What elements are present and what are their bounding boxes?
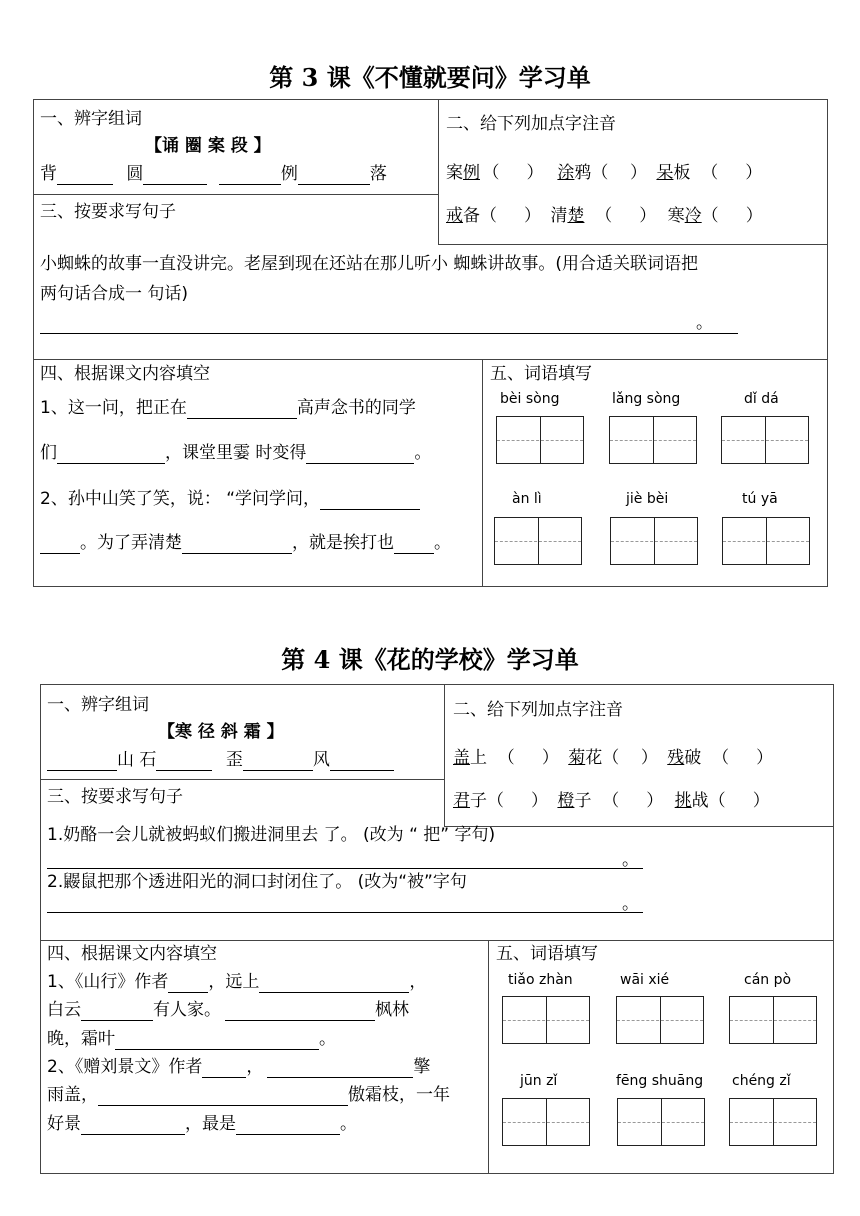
period: 。 (696, 313, 713, 333)
answer-line[interactable] (40, 333, 738, 334)
blank[interactable] (243, 752, 313, 771)
pinyin-label: fēng shuāng (616, 1073, 704, 1089)
l4-s2-title: 二、给下列加点字注音 (453, 700, 623, 720)
pinyin-label: tú yā (742, 491, 778, 507)
blank[interactable] (298, 166, 370, 185)
lesson4-title: 第 4 课《花的学校》学习单 (281, 645, 579, 674)
l4-s1-title: 一、辨字组词 (47, 695, 149, 715)
l4-s1-words: 山 石 歪 风 (47, 749, 394, 771)
writing-grid[interactable] (616, 996, 704, 1044)
writing-grid[interactable] (610, 517, 698, 565)
writing-grid[interactable] (502, 1098, 590, 1146)
blank[interactable] (81, 1002, 153, 1021)
writing-grid[interactable] (729, 996, 817, 1044)
l3-s1-title: 一、辨字组词 (40, 109, 142, 129)
blank[interactable] (219, 166, 281, 185)
writing-grid[interactable] (494, 517, 582, 565)
l3-s1-chars: 【诵 圈 案 段 】 (145, 136, 271, 156)
pinyin-label: wāi xié (620, 972, 670, 988)
blank[interactable] (267, 1059, 413, 1078)
pinyin-label: dǐ dá (744, 391, 779, 407)
writing-grid[interactable] (496, 416, 584, 464)
writing-grid[interactable] (722, 517, 810, 565)
blank[interactable] (225, 1002, 375, 1021)
l4-s5-title: 五、词语填写 (496, 944, 598, 964)
writing-grid[interactable] (502, 996, 590, 1044)
blank[interactable] (330, 752, 394, 771)
l4-s4-title: 四、根据课文内容填空 (47, 944, 217, 964)
answer-line[interactable] (47, 912, 643, 913)
writing-grid[interactable] (609, 416, 697, 464)
pinyin-label: cán pò (744, 972, 792, 988)
blank[interactable] (156, 752, 212, 771)
l4-s2-row1: 盖上 （ ） 菊花（ ） 残破 （ ） (453, 748, 774, 768)
period: 。 (622, 850, 639, 870)
blank[interactable] (187, 400, 297, 419)
l4-s2-row2: 君子（ ） 橙子 （ ） 挑战（ ） (453, 791, 770, 811)
blank[interactable] (259, 974, 409, 993)
blank[interactable] (143, 166, 207, 185)
lesson3-title: 第 3 课《不懂就要问》学习单 (269, 63, 591, 92)
blank[interactable] (306, 445, 414, 464)
l3-s1-words: 背 圆 例 落 (40, 164, 387, 184)
pinyin-label: chéng zǐ (732, 1073, 791, 1089)
blank[interactable] (115, 1031, 319, 1050)
l3-s2-row2: 戒备（ ） 清楚 （ ） 寒冷（ ） (446, 206, 763, 226)
blank[interactable] (57, 166, 113, 185)
l3-s3-line2: 两句话合成一 句话) (40, 284, 189, 304)
l3-s5-title: 五、词语填写 (490, 364, 592, 384)
pinyin-label: tiǎo zhàn (508, 972, 573, 988)
l3-s3-line1: 小蜘蛛的故事一直没讲完。老屋到现在还站在那儿听小 蜘蛛讲故事。(用合适关联词语把 (40, 254, 699, 274)
blank[interactable] (81, 1116, 185, 1135)
pinyin-label: àn lì (512, 491, 542, 507)
l3-s3-title: 三、按要求写句子 (40, 202, 176, 222)
blank[interactable] (320, 491, 420, 510)
l4-s3-q1: 1.奶酪一会儿就被蚂蚁们搬进洞里去 了。 (改为 “ 把” 字句) (47, 825, 496, 845)
blank[interactable] (202, 1059, 246, 1078)
blank[interactable] (57, 445, 165, 464)
blank[interactable] (168, 974, 208, 993)
writing-grid[interactable] (721, 416, 809, 464)
blank[interactable] (40, 535, 80, 554)
l4-s1-chars: 【寒 径 斜 霜 】 (158, 722, 284, 742)
pinyin-label: lǎng sòng (612, 391, 681, 407)
l4-s3-q2: 2.鼹鼠把那个透进阳光的洞口封闭住了。 (改为“被”字句 (47, 872, 467, 892)
blank[interactable] (47, 752, 117, 771)
pinyin-label: bèi sòng (500, 391, 560, 407)
answer-line[interactable] (47, 868, 643, 869)
pinyin-label: jūn zǐ (520, 1073, 558, 1089)
writing-grid[interactable] (617, 1098, 705, 1146)
period: 。 (622, 894, 639, 914)
blank[interactable] (98, 1087, 348, 1106)
writing-grid[interactable] (729, 1098, 817, 1146)
l4-s3-title: 三、按要求写句子 (47, 787, 183, 807)
blank[interactable] (182, 535, 292, 554)
blank[interactable] (394, 535, 434, 554)
blank[interactable] (236, 1116, 340, 1135)
pinyin-label: jiè bèi (626, 491, 669, 507)
l3-s2-title: 二、给下列加点字注音 (446, 114, 616, 134)
l3-s2-row1: 案例 （ ） 涂鸦（ ） 呆板 （ ） (446, 163, 763, 183)
l3-s4-title: 四、根据课文内容填空 (40, 364, 210, 384)
